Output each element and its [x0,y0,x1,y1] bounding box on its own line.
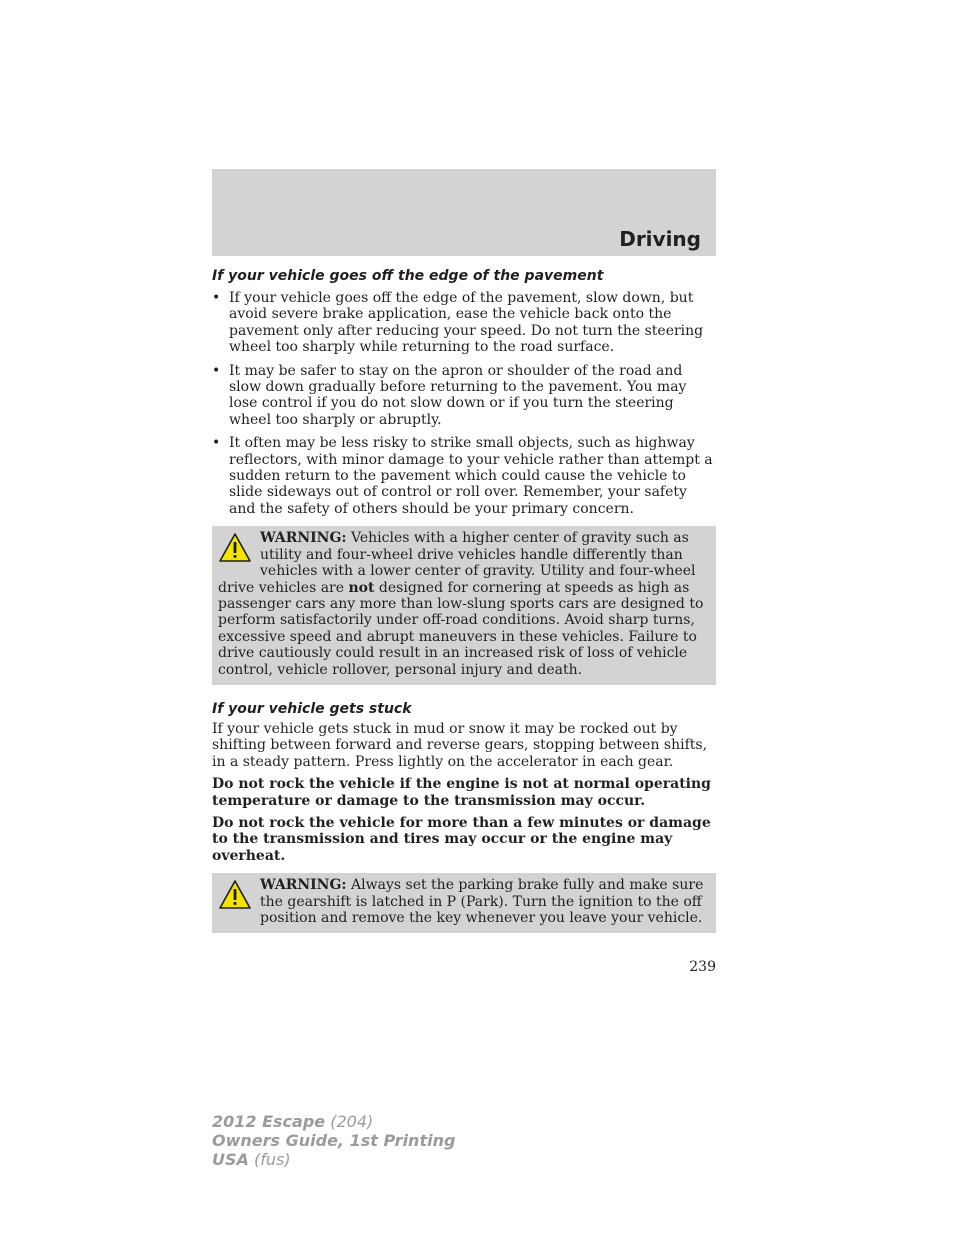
bullet-icon: • [212,362,221,379]
warning-text: Vehicles with a higher center of gravity such as utility and four-wheel drive vehicles handle differently than vehicles with a lower center of gravity. Utility and four-wheel drive vehicles are [218,530,696,596]
document-footer [212,1112,455,1169]
bullet-text: If your vehicle goes off the edge of the pavement, slow down, but avoid severe brake application, ease the vehicle back onto the pavement only after reducing your speed. Do not turn the steering wheel too sharply while returning to the road surface. [229,290,704,356]
stuck-paragraph: If your vehicle gets stuck in mud or snow it may be rocked out by shifting between forward and reverse gears, stopping between shifts, in a steady pattern. Press lightly on the accelerator in each gear. [212,720,708,770]
section-heading-stuck: If your vehicle gets stuck [212,700,412,717]
list-item [212,290,716,356]
warning-box-center-of-gravity [212,526,716,685]
warning-emphasis: not [348,579,375,596]
bullet-text: It often may be less risky to strike small objects, such as highway reflectors, with minor damage to your vehicle rather than attempt a sudden return to the pavement which could cause the vehicle to slide sideways out of control or roll over. Remember, your safety and the safety of others should be your primary concern. [229,435,713,517]
list-item [212,435,716,517]
bullet-text: It may be safer to stay on the apron or shoulder of the road and slow down gradually before returning to the pavement. You may lose control if you do not slow down or if you turn the steering wheel too sharply or abruptly. [229,362,687,428]
page-number: 239 [689,959,716,975]
section-heading-pavement: If your vehicle goes off the edge of the pavement [212,268,604,284]
chapter-header [212,169,716,256]
warning-label: WARNING: [260,530,347,547]
chapter-title: Driving [619,227,701,251]
warning-triangle-icon [218,879,252,911]
footer-line-region: USA (fus) [212,1150,291,1169]
warning-triangle-icon [218,532,252,564]
bullet-icon: • [212,435,221,452]
warning-box-parking-brake [212,873,716,933]
pavement-bullet-list [212,290,716,517]
page-content [212,266,716,933]
caution-engine-temperature: Do not rock the vehicle if the engine is not at normal operating temperature or damage to the transmission may occur. [212,776,711,809]
bullet-icon: • [212,290,221,306]
warning-text: Always set the parking brake fully and make sure the gearshift is latched in P (Park). Turn the ignition to the off position and remove the key whenever you leave your vehicle. [260,877,704,926]
warning-label: WARNING: [260,877,347,894]
warning-text: designed for cornering at speeds as high as passenger cars any more than low-slung sports cars are designed to perform satisfactorily under off-road conditions. Avoid sharp turns, excessive speed and abrupt maneuvers in these vehicles. Failure to drive cautiously could result in an increased risk of loss of vehicle control, vehicle rollover, personal injury and death. [218,579,704,678]
list-item [212,363,716,429]
caution-rocking-duration: Do not rock the vehicle for more than a few minutes or damage to the transmission and tires may occur or the engine may overheat. [212,814,711,864]
footer-line-model: 2012 Escape (204) [212,1112,374,1131]
footer-line-edition: Owners Guide, 1st Printing [212,1131,456,1150]
